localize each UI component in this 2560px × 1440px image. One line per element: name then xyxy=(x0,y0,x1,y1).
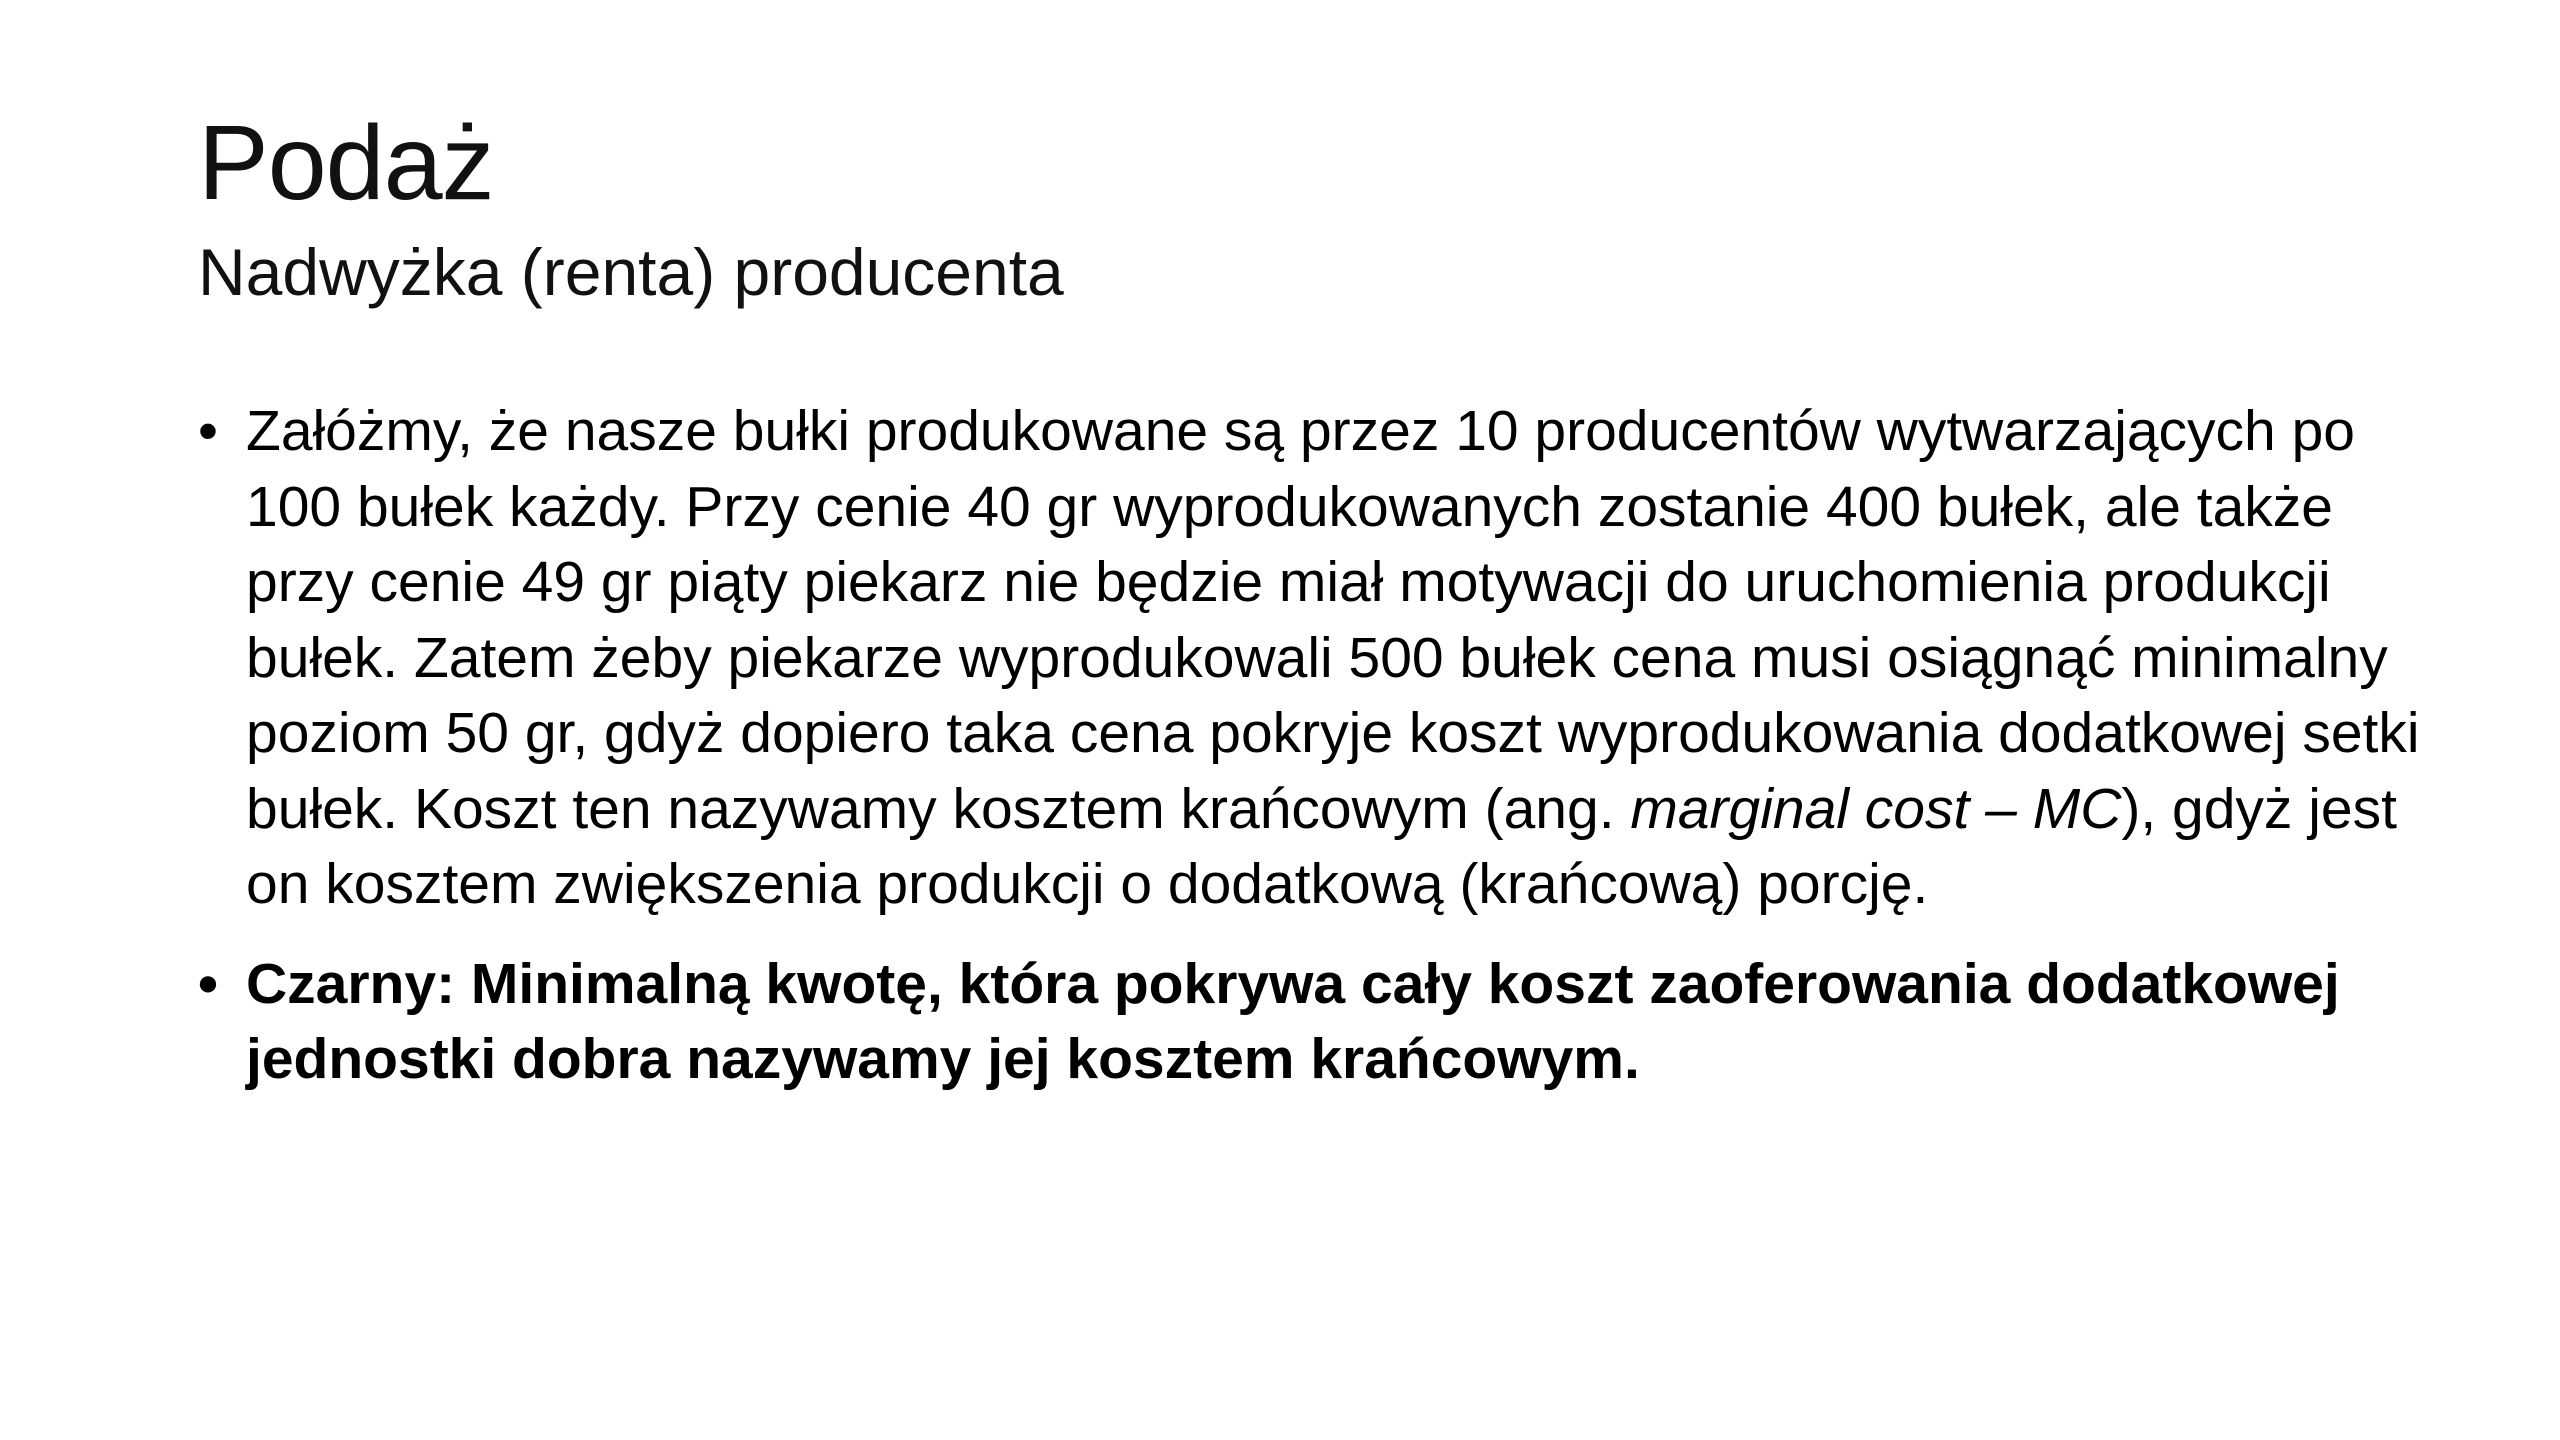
bullet-text: Załóżmy, że nasze bułki produkowane są przez 10 producentów wytwarzających po 100 bułek każdy. Przy cenie 40 gr wyprodukowanych zostanie 400 bułek, ale także przy cenie 49 gr piąty piekarz nie będzie miał motywacji do uruchomienia produkcji bułek. Zatem żeby piekarze wyprodukowali 500 bułek cena musi osiągnąć minimalny poziom 50 gr, gdyż dopiero taka cena pokryje koszt wyprodukowania dodatkowej setki bułek. Koszt ten nazywamy kosztem krańcowym (ang. xyxy=(246,399,2420,841)
bullet-text-italic-term: marginal cost – MC xyxy=(1630,776,2122,841)
slide-subtitle: Nadwyżka (renta) producenta xyxy=(198,235,1064,309)
bullet-item-marginal-cost-explanation xyxy=(198,394,2438,923)
slide-title: Podaż xyxy=(198,104,494,222)
bullet-text-continued: ), gdyż jest on kosztem zwiększenia produkcji o dodatkową (krańcową) porcję. xyxy=(246,776,2397,916)
bullet-marker: • xyxy=(198,399,218,463)
bullet-text: Czarny: Minimalną kwotę, która pokrywa cały koszt zaoferowania dodatkowej jednostki dobra nazywamy jej kosztem krańcowym. xyxy=(246,951,2340,1091)
bullet-item-definition xyxy=(198,947,2438,1098)
bullet-list xyxy=(198,394,2438,1122)
bullet-marker: • xyxy=(198,951,218,1016)
